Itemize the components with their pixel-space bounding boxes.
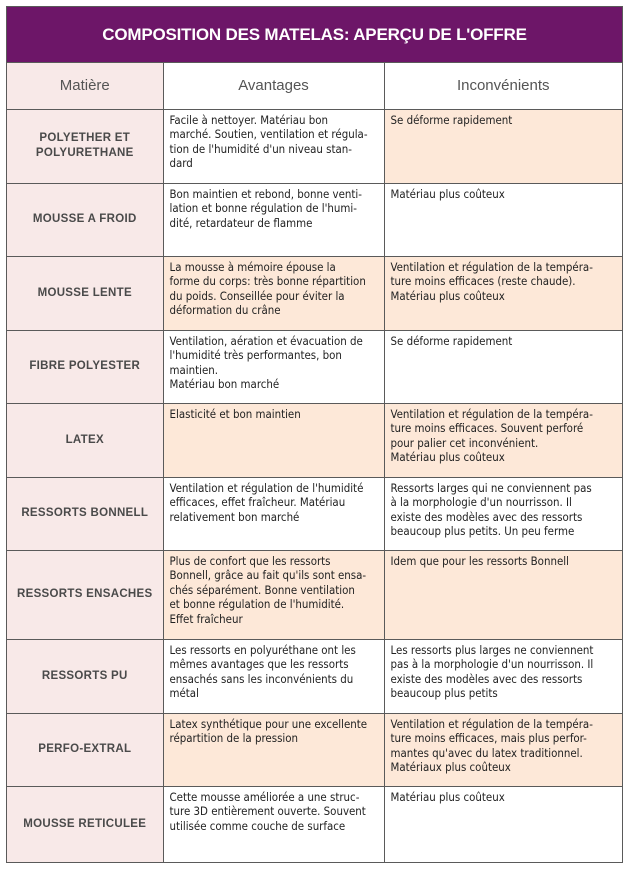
table-row	[7, 330, 622, 403]
material-cell: MOUSSE RETICULEE	[7, 786, 163, 862]
disadvantages-cell: Se déforme rapidement	[384, 330, 622, 403]
advantages-cell: Ventilation et régulation de l'humidité efficaces, effet fraîcheur. Matériau relativement bon marché	[163, 477, 384, 550]
material-cell: MOUSSE A FROID	[7, 183, 163, 256]
disadvantages-cell: Idem que pour les ressorts Bonnell	[384, 550, 622, 639]
table-row	[7, 786, 622, 862]
advantages-cell: La mousse à mémoire épouse la forme du corps: très bonne répartition du poids. Conseillée pour éviter la déformation du crâne	[163, 256, 384, 330]
disadvantages-cell: Se déforme rapidement	[384, 109, 622, 183]
disadvantages-cell: Ressorts larges qui ne conviennent pas à la morphologie d'un nourrisson. Il existe des modèles avec des ressorts beaucoup plus petits. Un peu ferme	[384, 477, 622, 550]
advantages-cell: Facile à nettoyer. Matériau bon marché. Soutien, ventilation et régula- tion de l'humidité d'un niveau stan- dard	[163, 109, 384, 183]
advantages-cell: Les ressorts en polyuréthane ont les mêmes avantages que les ressorts ensachés sans les inconvénients du métal	[163, 639, 384, 713]
disadvantages-cell: Matériau plus coûteux	[384, 786, 622, 862]
material-cell: PERFO-EXTRAL	[7, 713, 163, 786]
disadvantages-cell: Les ressorts plus larges ne conviennent pas à la morphologie d'un nourrisson. Il existe des modèles avec des ressorts beaucoup plus petits	[384, 639, 622, 713]
material-cell: RESSORTS PU	[7, 639, 163, 713]
disadvantages-cell: Ventilation et régulation de la tempéra- ture moins efficaces (reste chaude). Matériau plus coûteux	[384, 256, 622, 330]
advantages-cell: Cette mousse améliorée a une struc- ture 3D entièrement ouverte. Souvent utilisée comme couche de surface	[163, 786, 384, 862]
advantages-cell: Plus de confort que les ressorts Bonnell, grâce au fait qu'ils sont ensa- chés séparément. Bonne ventilation et bonne régulation de l'humidité. Effet fraîcheur	[163, 550, 384, 639]
table-row	[7, 713, 622, 786]
advantages-cell: Bon maintien et rebond, bonne venti- lation et bonne régulation de l'humi- dité, retardateur de flamme	[163, 183, 384, 256]
advantages-cell: Ventilation, aération et évacuation de l'humidité très performantes, bon maintien. Matériau bon marché	[163, 330, 384, 403]
disadvantages-cell: Ventilation et régulation de la tempéra- ture moins efficaces. Souvent perforé pour palier cet inconvénient. Matériau plus coûteux	[384, 403, 622, 477]
table-row	[7, 183, 622, 256]
table-row	[7, 256, 622, 330]
advantages-cell: Elasticité et bon maintien	[163, 403, 384, 477]
disadvantages-cell: Matériau plus coûteux	[384, 183, 622, 256]
mattress-comparison-table	[7, 63, 622, 862]
disadvantages-cell: Ventilation et régulation de la tempéra- ture moins efficaces, mais plus perfor- mantes qu'avec du latex traditionnel. Matériaux plus coûteux	[384, 713, 622, 786]
table-row	[7, 550, 622, 639]
table-row	[7, 109, 622, 183]
header-advantages: Avantages	[163, 63, 384, 109]
table-row	[7, 403, 622, 477]
advantages-cell: Latex synthétique pour une excellente répartition de la pression	[163, 713, 384, 786]
material-cell: MOUSSE LENTE	[7, 256, 163, 330]
material-cell: RESSORTS BONNELL	[7, 477, 163, 550]
material-cell: LATEX	[7, 403, 163, 477]
material-cell: POLYETHER ET POLYURETHANE	[7, 109, 163, 183]
comparison-sheet	[6, 6, 623, 863]
material-cell: RESSORTS ENSACHES	[7, 550, 163, 639]
table-row	[7, 639, 622, 713]
table-row	[7, 477, 622, 550]
header-disadvantages: Inconvénients	[384, 63, 622, 109]
header-row	[7, 63, 622, 109]
material-cell: FIBRE POLYESTER	[7, 330, 163, 403]
table-title: COMPOSITION DES MATELAS: APERÇU DE L'OFFRE	[7, 7, 622, 63]
header-material: Matière	[7, 63, 163, 109]
